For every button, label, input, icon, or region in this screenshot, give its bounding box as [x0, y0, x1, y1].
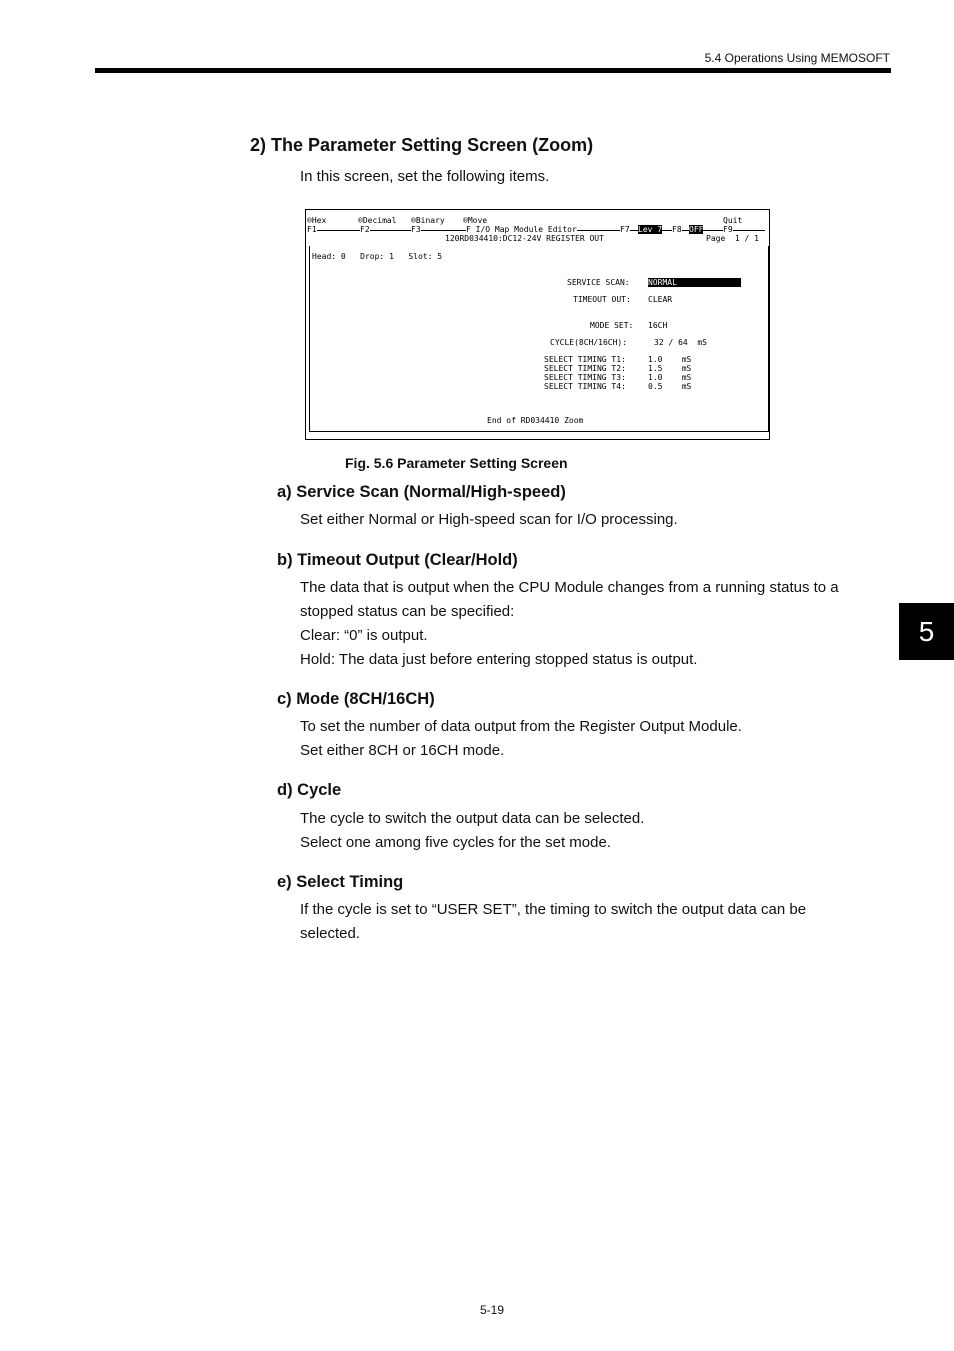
chapter-tab: 5 [899, 603, 954, 660]
figure-caption: Fig. 5.6 Parameter Setting Screen [345, 455, 568, 471]
move-key: ®Move [463, 216, 488, 225]
timing-t4-field[interactable]: 0.5 mS [648, 382, 692, 391]
item-b-text [300, 576, 890, 672]
item-c-text [300, 715, 890, 763]
item-c-line: To set the number of data output from the Register Output Module. [300, 718, 742, 735]
page-number: 5-19 [479, 1303, 505, 1317]
hex-key: ®Hex [307, 216, 327, 225]
item-d-title: d) Cycle [277, 781, 342, 799]
timing-t1-label: SELECT TIMING T1: [544, 355, 626, 364]
timing-t2-field[interactable]: 1.5 mS [648, 364, 692, 373]
quit-key: Quit [723, 216, 743, 225]
timeout-label: TIMEOUT OUT: [573, 295, 631, 304]
item-b-line: Hold: The data just before entering stopped status is output. [300, 651, 698, 668]
service-scan-label: SERVICE SCAN: [567, 278, 630, 287]
section-intro: In this screen, set the following items. [300, 168, 550, 185]
timing-t3-label: SELECT TIMING T3: [544, 373, 626, 382]
timing-t1-field[interactable]: 1.0 mS [648, 355, 692, 364]
timing-t2-label: SELECT TIMING T2: [544, 364, 626, 373]
item-e-line: If the cycle is set to “USER SET”, the timing to switch the output data can be [300, 901, 807, 918]
off-indicator: OFF [689, 225, 704, 234]
page-indicator: Page 1 / 1 [706, 234, 759, 243]
module-line: 120RD034410:DC12-24V REGISTER OUT [445, 234, 604, 243]
item-a-line: Set either Normal or High-speed scan for I/O processing. [300, 511, 678, 528]
item-e-line: selected. [300, 925, 361, 942]
mode-field[interactable]: 16CH [648, 321, 668, 330]
f1-key: F1 [307, 225, 317, 234]
mode-label: MODE SET: [590, 321, 634, 330]
item-b-line: Clear: “0” is output. [300, 627, 428, 644]
item-b-line: stopped status can be specified: [300, 603, 515, 620]
item-a-text [300, 508, 890, 532]
item-d-text [300, 807, 890, 855]
item-c-line: Set either 8CH or 16CH mode. [300, 742, 505, 759]
f7-key: F7 [620, 225, 630, 234]
item-c-title: c) Mode (8CH/16CH) [277, 690, 435, 708]
f8-key: F8 [672, 225, 682, 234]
section-title: 2) The Parameter Setting Screen (Zoom) [250, 135, 594, 155]
item-b-line: The data that is output when the CPU Module changes from a running status to a [300, 579, 839, 596]
cycle-label: CYCLE(8CH/16CH): [550, 338, 628, 347]
header-section-ref: 5.4 Operations Using MEMOSOFT [704, 51, 890, 65]
item-a-title: a) Service Scan (Normal/High-speed) [277, 483, 566, 501]
service-scan-field[interactable]: NORMAL [648, 278, 741, 287]
cycle-field[interactable]: 32 / 64 mS [654, 338, 707, 347]
timing-t4-label: SELECT TIMING T4: [544, 382, 626, 391]
timing-t3-field[interactable]: 1.0 mS [648, 373, 692, 382]
header-rule [95, 68, 891, 73]
editor-title: F I/O Map Module Editor [466, 225, 577, 234]
location-line: Head: 0 Drop: 1 Slot: 5 [312, 252, 443, 261]
item-e-text [300, 898, 890, 946]
item-d-line: The cycle to switch the output data can be selected. [300, 810, 645, 827]
item-b-title: b) Timeout Output (Clear/Hold) [277, 551, 518, 569]
parameter-setting-screen [305, 209, 770, 440]
level-indicator: Lev 7 [638, 225, 663, 234]
f2-key: F2 [360, 225, 370, 234]
binary-key: ®Binary [411, 216, 445, 225]
decimal-key: ®Decimal [358, 216, 397, 225]
zoom-footer: End of RD034410 Zoom [487, 416, 584, 425]
item-d-line: Select one among five cycles for the set mode. [300, 834, 611, 851]
f3-key: F3 [411, 225, 421, 234]
timeout-field[interactable]: CLEAR [648, 295, 673, 304]
f9-key: F9 [723, 225, 733, 234]
item-e-title: e) Select Timing [277, 873, 404, 891]
